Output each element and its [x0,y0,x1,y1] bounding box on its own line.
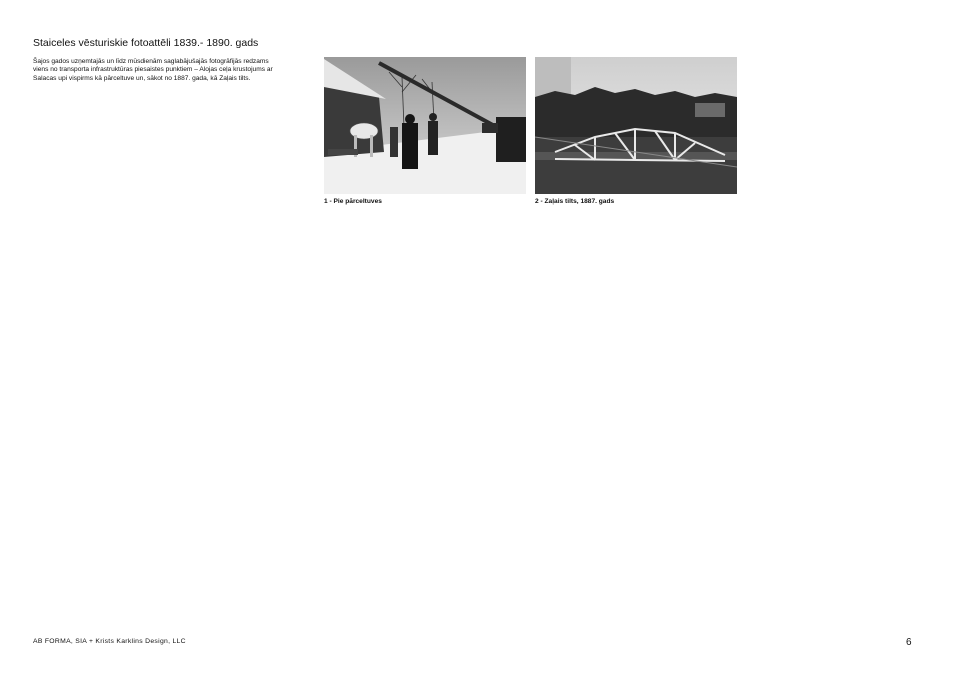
green-bridge-photo [535,57,737,194]
figure-1 [324,57,526,205]
intro-paragraph: Šajos gados uzņemtajās un līdz mūsdienām saglabājušajās fotogrāfijās redzams viens no transporta infrastruktūras piesaistes punktiem – Alojas ceļa krustojums ar Salacas upi vispirms kā pārceltuve un, sākot no 1887. gada, kā Zaļais tilts. [33,58,273,82]
footer-credit: AB FORMA, SIA + Krists Karklins Design, LLC [33,638,186,645]
figure-2 [535,57,737,205]
figure-1-caption: 1 - Pie pārceltuves [324,198,382,205]
figure-2-caption: 2 - Zaļais tilts, 1887. gads [535,198,615,205]
page-number: 6 [906,637,912,648]
page-title: Staiceles vēsturiskie fotoattēli 1839.- 1890. gads [33,37,259,49]
winter-ferry-photo [324,57,526,194]
